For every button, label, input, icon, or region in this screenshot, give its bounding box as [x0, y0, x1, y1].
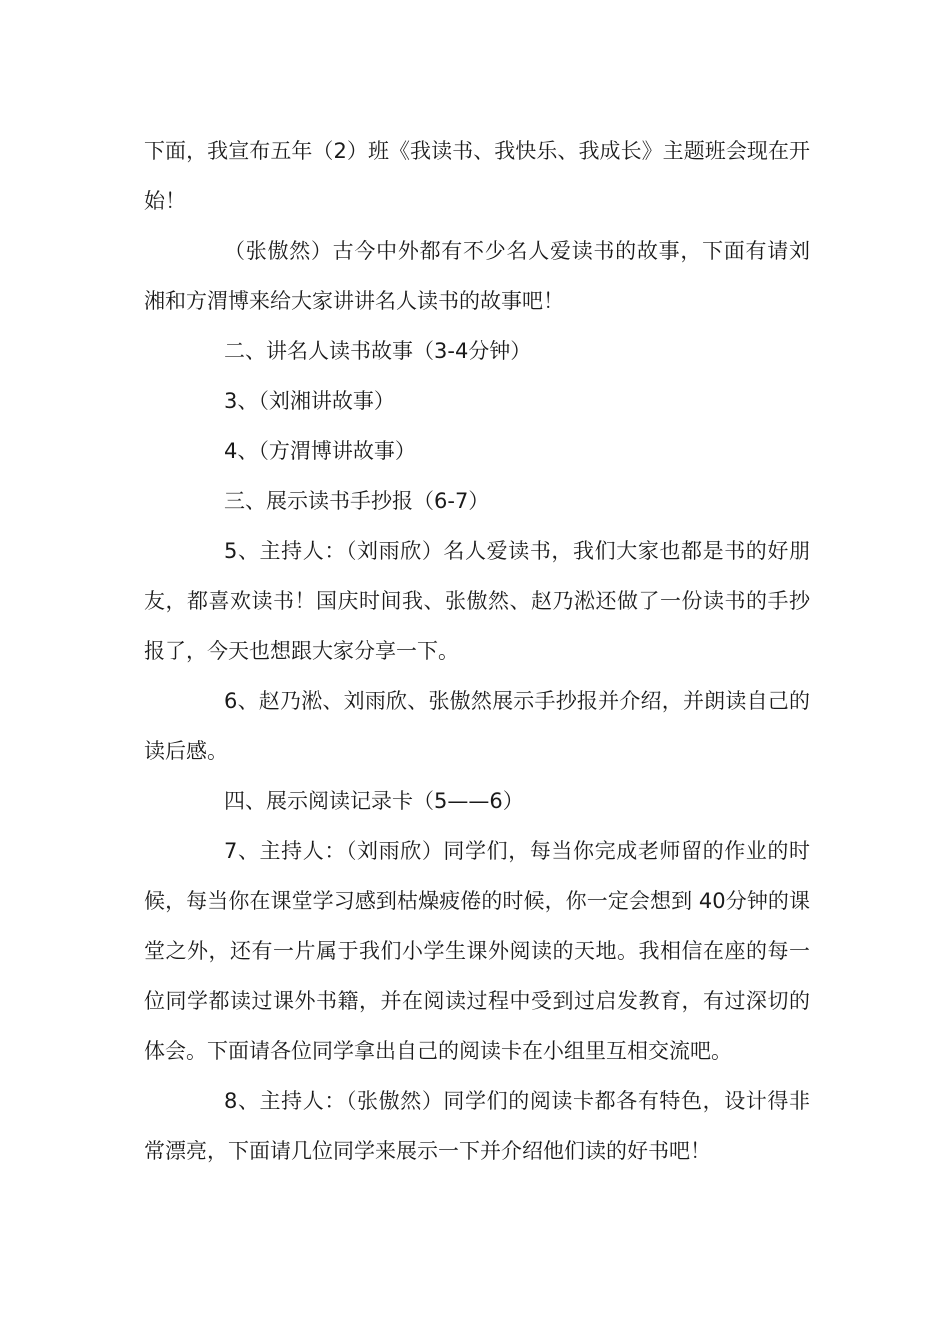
list-item-8: 8、主持人：（张傲然）同学们的阅读卡都各有特色，设计得非常漂亮，下面请几位同学来展示一下并介绍他们读的好书吧！ [144, 1089, 810, 1163]
list-item-7: 7、主持人：（刘雨欣）同学们，每当你完成老师留的作业的时候，每当你在课堂学习感到枯燥疲倦的时候，你一定会想到 40分钟的课堂之外，还有一片属于我们小学生课外阅读的天地。我相信在座的每一位同学都读过课外书籍，并在阅读过程中受到过启发教育，有过深切的体会。下面请各位同学拿出自己的阅读卡在小组里互相交流吧。 [144, 839, 810, 1063]
document-body [144, 126, 810, 1176]
paragraph-intro-stories: （张傲然）古今中外都有不少名人爱读书的故事，下面有请刘湘和方渭博来给大家讲讲名人读书的故事吧！ [144, 239, 810, 313]
section-heading-3: 三、展示读书手抄报（6-7） [224, 489, 490, 513]
list-item-5: 5、主持人：（刘雨欣）名人爱读书，我们大家也都是书的好朋友，都喜欢读书！国庆时间我、张傲然、赵乃淞还做了一份读书的手抄报了，今天也想跟大家分享一下。 [144, 539, 810, 663]
list-item-6: 6、赵乃淞、刘雨欣、张傲然展示手抄报并介绍，并朗读自己的读后感。 [144, 689, 810, 763]
list-item-4: 4、（方渭博讲故事） [224, 439, 416, 463]
section-heading-4: 四、展示阅读记录卡（5——6） [224, 789, 524, 813]
section-heading-2: 二、讲名人读书故事（3-4分钟） [224, 339, 532, 363]
paragraph-opening: 下面，我宣布五年（2）班《我读书、我快乐、我成长》主题班会现在开始！ [144, 139, 810, 213]
list-item-3: 3、（刘湘讲故事） [224, 389, 395, 413]
